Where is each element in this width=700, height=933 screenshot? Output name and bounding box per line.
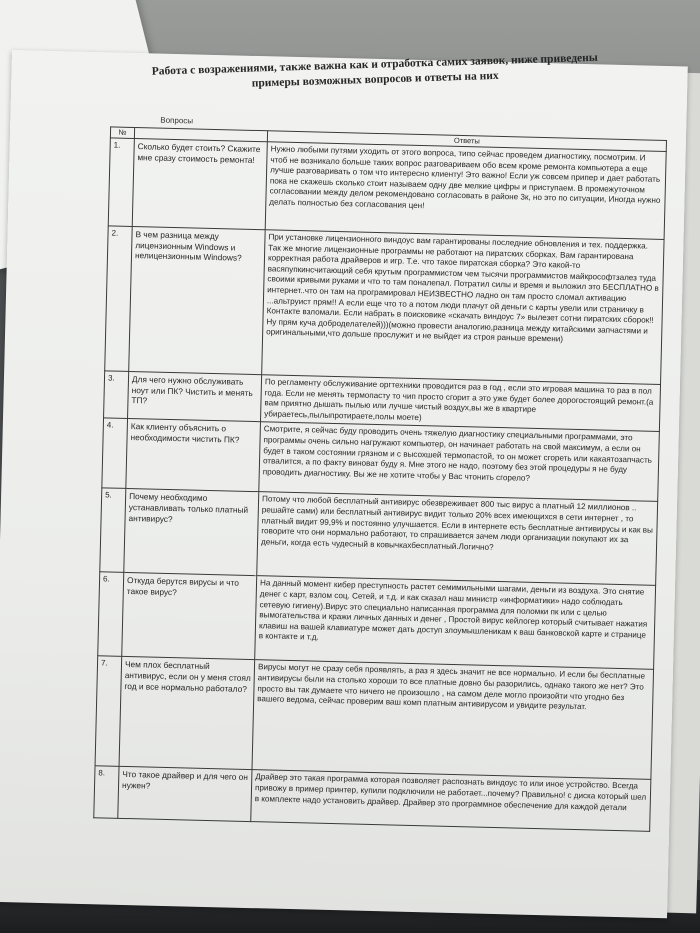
question-cell: Что такое драйвер и для чего он нужен? (118, 767, 252, 822)
question-cell: Откуда берутся вирусы и что такое вирус? (122, 573, 257, 660)
question-cell: В чем разница между лицензионным Windows и нелицензионным Windows? (129, 226, 266, 374)
document-title: Работа с возражениями, также важна как и отработка самих заявок, ниже приведены примеры возможных вопросов и ответы на них (151, 51, 598, 90)
header-answers: Ответы (267, 131, 666, 152)
row-number: 6. (98, 572, 124, 657)
document-page (0, 50, 688, 918)
answer-cell: На данный момент кибер преступность растет семимильными шагами, деньги из воздуха. Это снятие денег с карт, взлом соц. Сетей, и т.д. и как сказал наш министр «информатики» надо соблюдать сетевую гигиену).Вирус это специально написанная программа для поломки пк или с целью вымогательства и кражи личных данных и денег , Простой вирус кейлогер который считывает нажатия клавиш на вашей клавиатуре может дать доступ злоумышленикам к ваш банковской карте и странице в контакте и т.д. (255, 576, 656, 670)
question-cell: Почему необходимо устанавливать только платный антивирус? (124, 489, 259, 576)
question-cell: Чем плох бесплатный антивирус, если он у меня стоял год и все нормально работало? (119, 657, 255, 770)
row-number: 7. (95, 656, 122, 767)
question-cell: Сколько будет стоить? Скажите мне сразу стоимость ремонта! (132, 139, 267, 230)
answer-cell: Смотрите, я сейчас буду проводить очень тяжелую диагностику специальными программами, это программы очень сильно нагружают компьютер, он начинает работать на свой максимум, а если он будет в таком состоянии грязном и с высохшей термопастой, то он может сгореть или какаятозапчасть отвалится, а по факту виноват буду я. Мне этого не надо, поэтому без этой процедуры я не буду проводить диагностику. Вы же не хотите чтобы у Вас чтонить сгорело? (259, 422, 660, 502)
row-number: 5. (100, 488, 126, 573)
answer-cell: Вирусы могут не сразу себя проявлять, а раз я здесь значит не все нормально. И если бы бесплатные антивирусы были на столько хороши то все платные довно бы разорились, однако такого же нет? Это просто вы так думаете что ничего не произошло , на самом деле могло произойти что угодно без вашего ведома, сейчас проверим ваш комп платным антивирусом и увидите результат. (252, 660, 654, 780)
questions-column-label: Вопросы (160, 115, 194, 126)
question-cell: Для чего нужно обслуживать ноут или ПК? Чистить и менять ТП? (128, 371, 262, 422)
row-number: 2. (105, 226, 133, 372)
answer-cell: Драйвер это такая программа которая позволяет распознать виндоус то или иное устройство. Всегда привожу в пример принтер, купили подключили не работает...почему? Правильно! с диска который шел в комплекте надо установить драйвер. Драйвер это программное обеспечение для каждой детали (251, 770, 651, 832)
table-row (95, 656, 654, 780)
table-row (98, 572, 656, 670)
answer-cell: По регламенту обслуживание оргтехники проводится раз в год , если это игровая машина то раз в пол года. Если не менять термопасту то чип просто сгорит а это уже будет более дорогостоящий ремонт.(а вам приятно дышать пылью или лучше чистый воздух,вы же в квартире убираетесь,пылыпротираете,полы моете) (260, 375, 660, 432)
answer-cell: При установке лицензионного виндоус вам гарантированы последние обновления и тех. поддержка. Так же многие лицензионные программы не работают на пиратских сборках. Вам гарантирована корректная работа драйверов и игр. Т.е. что такое пиратская сборка? Это какой-то васяпупкинсчитающий себя крутым программистом чем тысячи программистов майкрософтзалез туда своими кривыми руками и что то там поналепал. Потратил силы и время и выложил это БЕСПЛАТНО в интернет..что он там на програмировал НЕИЗВЕСТНО ладно он там просто сломал активацию ...альтруист прям!! А если еще что то а потом люди плачут ой деньги с карты увели или страничку в Контакте взломали. Если набрать в поисковике «скачать виндоус 7» вылезет сотни пиратских сборок!! Ну прям куча доброделателей)))(можно провести аналогию,разница между китайскими запчастями и оригинальными,что дольше прослужит и не выйдет из строя раньше времени) (262, 230, 664, 385)
header-number: № (110, 127, 134, 139)
row-number: 3. (104, 371, 129, 419)
answer-cell: Потому что любой бесплатный антивирус обезвреживает 800 тыс вирус а платный 12 миллионов .. решайте сами) или бесплатный антивирус видит только 20% всех имеющихся в сети интернет , то платный видит 99,9% и постоянно улучшается. Если в интернете есть бесплатные антивирусы и как вы говорите что они нормально работают, то спрашивается зачем люди организации покупают их за деньги, когда есть чудесный в ковычкахбесплатный.Логично? (257, 492, 658, 586)
row-number: 8. (94, 766, 119, 819)
row-number: 4. (102, 418, 128, 489)
row-number: 1. (108, 138, 134, 227)
table-row (105, 226, 664, 385)
objections-table (93, 126, 667, 832)
answer-cell: Нужно любыми путями уходить от этого вопроса, типо сейчас проведем диагностику, посмотрим. И чтоб не возникало больше таких вопрос разговариваем обо всем кроме ремонта компьютера а еще лучше разговаривать о том что интересно клиенту! Это важно! Если уж совсем припер и дает работать пока не скажешь сколько стоит называем одну две мелкие цифры и приступаем. В промежуточном согласовании между делом рекомендовано согласовать в районе 3к, но это по ситуации, Иногда нужно делать полностью без согласования цен! (265, 142, 666, 240)
table-row (100, 488, 658, 586)
question-cell: Как клиенту объяснить о необходимости чистить ПК? (126, 419, 261, 492)
table-row (108, 138, 666, 240)
